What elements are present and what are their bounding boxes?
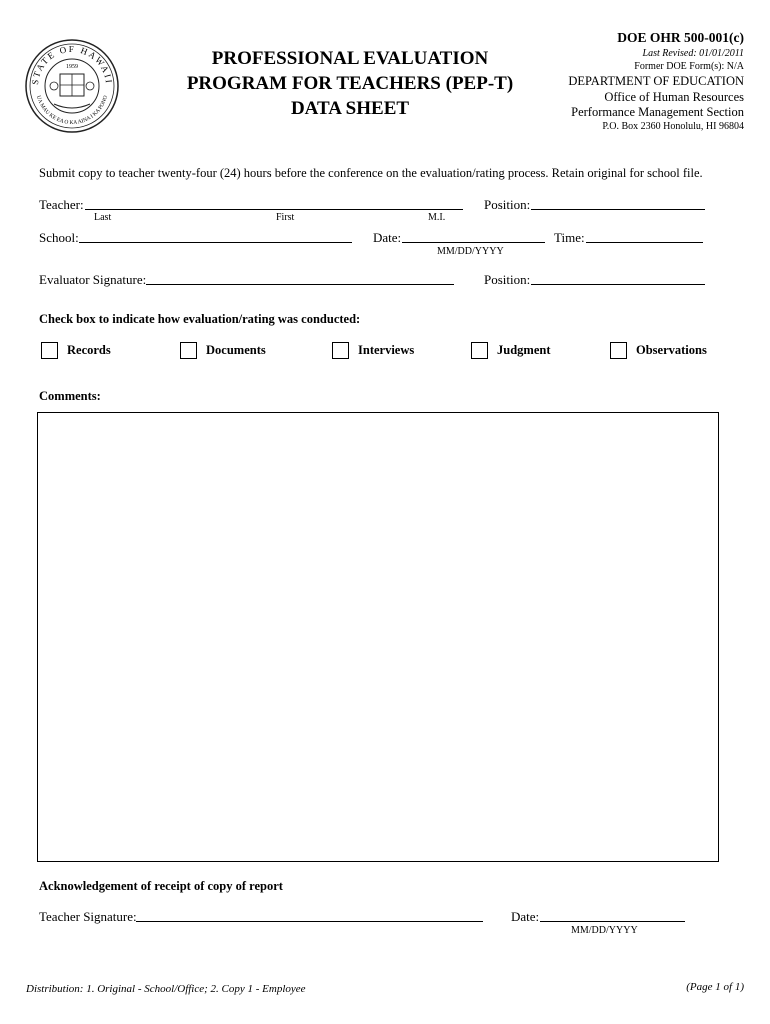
documents-checkbox[interactable] [180,342,197,359]
form-title-line1: PROFESSIONAL EVALUATION [211,48,489,69]
evaluation-method-heading: Check box to indicate how evaluation/rating was conducted: [39,312,361,326]
teacher-signature-label: Teacher Signature: [39,909,137,924]
section-name: Performance Management Section [571,105,744,119]
position-label: Position: [484,197,531,212]
observations-label: Observations [636,343,707,357]
judgment-checkbox[interactable] [471,342,488,359]
judgment-label: Judgment [497,343,551,357]
office-address: P.O. Box 2360 Honolulu, HI 96804 [602,121,744,132]
position-field[interactable] [531,209,705,210]
teacher-signature-field[interactable] [136,921,483,922]
interviews-checkbox[interactable] [332,342,349,359]
school-field[interactable] [79,242,352,243]
comments-textarea[interactable] [37,412,719,862]
svg-text:UA MAU KE EA O KA AINA I KA PO: UA MAU KE EA O KA AINA I KA PONO [34,94,110,127]
department-name: DEPARTMENT OF EDUCATION [568,74,744,88]
form-number: DOE OHR 500-001(c) [617,30,744,45]
middle-initial-caption: M.I. [428,212,446,223]
time-label: Time: [554,230,585,245]
svg-text:1959: 1959 [66,64,78,70]
form-title-line2: PROGRAM FOR TEACHERS (PEP-T) [186,73,514,94]
instructions-text: Submit copy to teacher twenty-four (24) hours before the conference on the evaluation/rating process. Retain original for school file. [39,166,703,180]
evaluator-position-label: Position: [484,272,531,287]
form-title-line3: DATA SHEET [290,98,410,119]
office-name: Office of Human Resources [604,90,744,104]
teacher-label: Teacher: [39,197,84,212]
distribution-note: Distribution: 1. Original - School/Office; 2. Copy 1 - Employee [26,983,306,995]
former-forms: Former DOE Form(s): N/A [634,61,744,72]
date-label: Date: [373,230,402,245]
state-seal-logo [24,38,120,134]
evaluator-signature-label: Evaluator Signature: [39,272,147,287]
teacher-name-field[interactable] [85,209,463,210]
last-name-caption: Last [94,212,112,223]
date-format-caption: MM/DD/YYYY [437,246,504,257]
documents-label: Documents [206,343,266,357]
records-checkbox[interactable] [41,342,58,359]
page-number: (Page 1 of 1) [686,981,744,993]
school-label: School: [39,230,79,245]
interviews-label: Interviews [358,343,415,357]
last-revised: Last Revised: 01/01/2011 [642,48,744,59]
evaluator-signature-field[interactable] [146,284,454,285]
ack-date-format-caption: MM/DD/YYYY [571,925,638,936]
evaluator-position-field[interactable] [531,284,705,285]
first-name-caption: First [276,212,295,223]
observations-checkbox[interactable] [610,342,627,359]
acknowledgement-heading: Acknowledgement of receipt of copy of report [39,879,283,893]
date-field[interactable] [402,242,545,243]
records-label: Records [67,343,111,357]
time-field[interactable] [586,242,703,243]
ack-date-label: Date: [511,909,540,924]
svg-text:STATE OF HAWAII: STATE OF HAWAII [29,43,115,86]
ack-date-field[interactable] [540,921,685,922]
comments-label: Comments: [39,389,101,403]
